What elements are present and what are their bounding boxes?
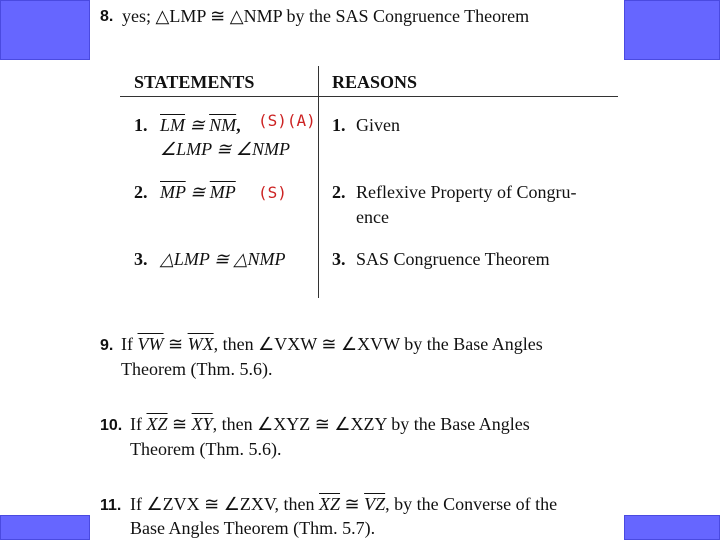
- row-2-reason: Reflexive Property of Congru-: [356, 182, 577, 202]
- problem-11-number: 11.: [100, 497, 122, 514]
- problem-11-line2: Base Angles Theorem (Thm. 5.7).: [130, 518, 376, 538]
- segment-lm: $\overline{LM}$: [160, 115, 186, 135]
- row-3-statement: △LMP ≅ △NMP: [160, 249, 286, 269]
- problem-10-number: 10.: [100, 417, 123, 434]
- row-1-statement-line2: ∠LMP ≅ ∠NMP: [160, 139, 291, 159]
- segment-vz: $\overline{VZ}$: [364, 494, 386, 514]
- problem-8-text: yes; △LMP ≅ △NMP by the SAS Congruence Theorem: [122, 6, 530, 26]
- text: If: [130, 414, 147, 434]
- row-1-statement: [160, 114, 241, 136]
- comma: ,: [236, 115, 241, 135]
- row-1-reason: Given: [356, 115, 400, 135]
- corner-block-bottom-right: [624, 515, 720, 540]
- row-3-reason: SAS Congruence Theorem: [356, 249, 550, 269]
- congruent-symbol: ≅: [185, 182, 210, 202]
- row-1-number: 1.: [134, 115, 148, 135]
- problem-10-line1: [130, 413, 530, 435]
- text: , then ∠XYZ ≅ ∠XZY by the Base Angles: [212, 414, 530, 434]
- segment-mp-2: $\overline{MP}$: [209, 182, 236, 202]
- statements-header: STATEMENTS: [134, 72, 255, 92]
- congruent-symbol: ≅: [340, 494, 365, 514]
- row-1-annotation: (S)(A): [258, 111, 316, 130]
- segment-mp: $\overline{MP}$: [160, 182, 186, 202]
- congruent-symbol: ≅: [167, 414, 192, 434]
- problem-9-line2: Theorem (Thm. 5.6).: [121, 359, 273, 379]
- segment-xy: $\overline{XY}$: [191, 414, 213, 434]
- corner-block-top-right: [624, 0, 720, 60]
- text: If: [121, 334, 138, 354]
- row-2-reason-line2: ence: [356, 207, 389, 227]
- problem-9-number: 9.: [100, 337, 114, 354]
- segment-nm: $\overline{NM}$: [209, 115, 237, 135]
- congruent-symbol: ≅: [185, 115, 210, 135]
- problem-9-line1: [121, 333, 543, 355]
- table-header-divider: [120, 96, 618, 97]
- corner-block-top-left: [0, 0, 90, 60]
- problem-10-line2: Theorem (Thm. 5.6).: [130, 439, 282, 459]
- table-column-divider: [318, 66, 319, 298]
- row-2-reason-number: 2.: [332, 182, 346, 202]
- text: If ∠ZVX ≅ ∠ZXV, then: [130, 494, 319, 514]
- text: , by the Converse of the: [385, 494, 558, 514]
- segment-xz: $\overline{XZ}$: [146, 414, 168, 434]
- row-1-reason-number: 1.: [332, 115, 346, 135]
- text: , then ∠VXW ≅ ∠XVW by the Base Angles: [213, 334, 543, 354]
- row-2-number: 2.: [134, 182, 148, 202]
- corner-block-bottom-left: [0, 515, 90, 540]
- row-2-statement: [160, 181, 236, 203]
- row-3-number: 3.: [134, 249, 148, 269]
- congruent-symbol: ≅: [163, 334, 188, 354]
- problem-8-number: 8.: [100, 8, 114, 25]
- segment-wx: $\overline{WX}$: [187, 334, 214, 354]
- segment-vw: $\overline{VW}$: [137, 334, 164, 354]
- reasons-header: REASONS: [332, 72, 418, 92]
- row-3-reason-number: 3.: [332, 249, 346, 269]
- segment-xz: $\overline{XZ}$: [319, 494, 341, 514]
- problem-11-line1: [130, 493, 557, 515]
- row-2-annotation: (S): [258, 183, 287, 202]
